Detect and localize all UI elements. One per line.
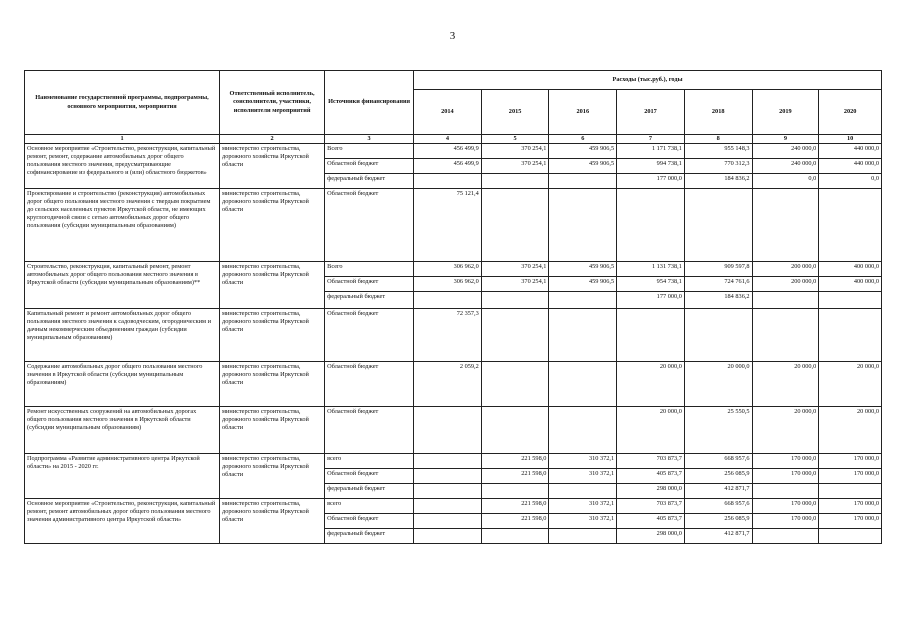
expense-value-cell: 20 000,0 — [752, 362, 819, 407]
expense-value-cell — [617, 189, 685, 262]
expense-value-cell — [819, 292, 882, 309]
program-name-cell: Проектирование и строительство (реконструкция) автомобильных дорог общего пользования местного значения с твердым покрытием до сельских населенных пунктов Иркутской области, не имеющих круглогодичной связи с сетью автомобильных дорог общего пользования (субсидии муниципальным образованиям) — [25, 189, 220, 262]
program-name-cell: Капитальный ремонт и ремонт автомобильных дорог общего пользования местного значения к садоводческим, огородническим и дачным некоммерческим объединениям граждан (субсидии муниципальным образованиям) — [25, 309, 220, 362]
expense-value-cell — [414, 499, 482, 514]
expense-value-cell: 310 372,1 — [549, 514, 617, 529]
funding-source-cell: федеральный бюджет — [325, 529, 414, 544]
table-row — [25, 454, 882, 469]
program-name-cell: Строительство, реконструкция, капитальный ремонт, ремонт автомобильных дорог общего пользования местного значения в Иркутской области (субсидии муниципальным образованиям)** — [25, 262, 220, 309]
expense-value-cell: 412 871,7 — [684, 484, 752, 499]
column-number: 10 — [819, 135, 882, 144]
expense-value-cell — [481, 362, 549, 407]
expense-value-cell — [481, 484, 549, 499]
budget-table — [24, 70, 882, 544]
expense-value-cell — [549, 292, 617, 309]
executor-cell: министерство строительства, дорожного хозяйства Иркутской области — [220, 262, 325, 309]
header-executor: Ответственный исполнитель, соисполнители, участники, исполнители мероприятий — [220, 71, 325, 135]
expense-value-cell: 405 873,7 — [617, 469, 685, 484]
expense-value-cell: 170 000,0 — [819, 454, 882, 469]
expense-value-cell: 170 000,0 — [752, 499, 819, 514]
expense-value-cell: 306 962,0 — [414, 262, 482, 277]
expense-value-cell — [481, 189, 549, 262]
column-number: 4 — [414, 135, 482, 144]
expense-value-cell: 170 000,0 — [819, 469, 882, 484]
header-year: 2019 — [752, 90, 819, 135]
expense-value-cell: 459 906,5 — [549, 277, 617, 292]
funding-source-cell: Всего — [325, 262, 414, 277]
funding-source-cell: Областной бюджет — [325, 514, 414, 529]
expense-value-cell: 20 000,0 — [617, 362, 685, 407]
expense-value-cell — [414, 484, 482, 499]
expense-value-cell: 298 000,0 — [617, 529, 685, 544]
expense-value-cell — [414, 292, 482, 309]
expense-value-cell: 221 598,0 — [481, 499, 549, 514]
column-number: 6 — [549, 135, 617, 144]
table-row — [25, 189, 882, 262]
header-year: 2016 — [549, 90, 617, 135]
funding-source-cell: федеральный бюджет — [325, 292, 414, 309]
expense-value-cell: 25 550,5 — [684, 407, 752, 454]
expense-value-cell — [752, 309, 819, 362]
column-number-row — [25, 135, 882, 144]
column-number: 3 — [325, 135, 414, 144]
expense-value-cell: 310 372,1 — [549, 469, 617, 484]
expense-value-cell: 170 000,0 — [752, 469, 819, 484]
expense-value-cell: 412 871,7 — [684, 529, 752, 544]
expense-value-cell: 440 000,0 — [819, 159, 882, 174]
expense-value-cell: 703 873,7 — [617, 499, 685, 514]
expense-value-cell: 954 738,1 — [617, 277, 685, 292]
executor-cell: министерство строительства, дорожного хозяйства Иркутской области — [220, 454, 325, 499]
expense-value-cell: 177 000,0 — [617, 292, 685, 309]
expense-value-cell: 200 000,0 — [752, 277, 819, 292]
expense-value-cell: 400 000,0 — [819, 262, 882, 277]
expense-value-cell — [549, 362, 617, 407]
expense-value-cell — [752, 189, 819, 262]
expense-value-cell — [414, 514, 482, 529]
expense-value-cell — [549, 189, 617, 262]
program-name-cell: Подпрограмма «Развитие административного центра Иркутской области» на 2015 - 2020 гг. — [25, 454, 220, 499]
expense-value-cell: 459 906,5 — [549, 262, 617, 277]
expense-value-cell: 310 372,1 — [549, 499, 617, 514]
table-body — [25, 135, 882, 544]
expense-value-cell: 75 121,4 — [414, 189, 482, 262]
expense-value-cell: 2 059,2 — [414, 362, 482, 407]
expense-value-cell: 668 957,6 — [684, 499, 752, 514]
expense-value-cell: 310 372,1 — [549, 454, 617, 469]
expense-value-cell: 20 000,0 — [617, 407, 685, 454]
table-row — [25, 362, 882, 407]
executor-cell: министерство строительства, дорожного хозяйства Иркутской области — [220, 144, 325, 189]
expense-value-cell — [481, 292, 549, 309]
funding-source-cell: всего — [325, 499, 414, 514]
expense-value-cell — [481, 309, 549, 362]
funding-source-cell: Областной бюджет — [325, 309, 414, 362]
expense-value-cell: 405 873,7 — [617, 514, 685, 529]
expense-value-cell: 240 000,0 — [752, 144, 819, 159]
expense-value-cell: 370 254,1 — [481, 262, 549, 277]
column-number: 5 — [481, 135, 549, 144]
expense-value-cell: 298 000,0 — [617, 484, 685, 499]
expense-value-cell: 221 598,0 — [481, 514, 549, 529]
column-number: 7 — [617, 135, 685, 144]
expense-value-cell: 72 357,3 — [414, 309, 482, 362]
expense-value-cell — [414, 454, 482, 469]
funding-source-cell: Всего — [325, 144, 414, 159]
expense-value-cell: 0,0 — [819, 174, 882, 189]
expense-value-cell: 306 962,0 — [414, 277, 482, 292]
funding-source-cell: Областной бюджет — [325, 469, 414, 484]
expense-value-cell — [752, 529, 819, 544]
expense-value-cell: 184 836,2 — [684, 292, 752, 309]
column-number: 2 — [220, 135, 325, 144]
executor-cell: министерство строительства, дорожного хозяйства Иркутской области — [220, 407, 325, 454]
expense-value-cell: 370 254,1 — [481, 144, 549, 159]
expense-value-cell: 1 171 738,1 — [617, 144, 685, 159]
expense-value-cell — [752, 292, 819, 309]
expense-value-cell: 184 836,2 — [684, 174, 752, 189]
expense-value-cell: 170 000,0 — [819, 514, 882, 529]
expense-value-cell: 459 906,5 — [549, 144, 617, 159]
expense-value-cell — [481, 529, 549, 544]
expense-value-cell — [414, 174, 482, 189]
expense-value-cell — [819, 529, 882, 544]
expense-value-cell: 994 738,1 — [617, 159, 685, 174]
expense-value-cell: 170 000,0 — [752, 514, 819, 529]
expense-value-cell: 459 906,5 — [549, 159, 617, 174]
expense-value-cell — [617, 309, 685, 362]
expense-value-cell — [684, 189, 752, 262]
program-name-cell: Содержание автомобильных дорог общего пользования местного значения в Иркутской области (субсидии муниципальным образованиям) — [25, 362, 220, 407]
funding-source-cell: федеральный бюджет — [325, 174, 414, 189]
table-row — [25, 309, 882, 362]
program-name-cell: Основное мероприятие «Строительство, реконструкция, капитальный ремонт, ремонт, содержание автомобильных дорог общего пользования местного значения, предусматривающие софинансирование из федерального и (или) областного бюджетов» — [25, 144, 220, 189]
table-row — [25, 144, 882, 159]
funding-source-cell: Областной бюджет — [325, 189, 414, 262]
expense-value-cell — [549, 407, 617, 454]
expense-value-cell — [549, 309, 617, 362]
expense-value-cell: 456 499,9 — [414, 159, 482, 174]
table-row — [25, 262, 882, 277]
expense-value-cell — [549, 174, 617, 189]
expense-value-cell: 909 597,8 — [684, 262, 752, 277]
executor-cell: министерство строительства, дорожного хозяйства Иркутской области — [220, 362, 325, 407]
expense-value-cell: 703 873,7 — [617, 454, 685, 469]
expense-value-cell: 240 000,0 — [752, 159, 819, 174]
header-year: 2015 — [481, 90, 549, 135]
header-source: Источники финансирования — [325, 71, 414, 135]
expense-value-cell: 668 957,6 — [684, 454, 752, 469]
expense-value-cell: 770 312,3 — [684, 159, 752, 174]
header-name: Наименование государственной программы, подпрограммы, основного мероприятия, мероприятия — [25, 71, 220, 135]
expense-value-cell: 200 000,0 — [752, 262, 819, 277]
page-number: 3 — [449, 30, 456, 42]
funding-source-cell: Областной бюджет — [325, 407, 414, 454]
expense-value-cell: 724 761,6 — [684, 277, 752, 292]
column-number: 8 — [684, 135, 752, 144]
expense-value-cell: 400 000,0 — [819, 277, 882, 292]
expense-value-cell: 221 598,0 — [481, 469, 549, 484]
expense-value-cell: 256 085,9 — [684, 514, 752, 529]
header-year: 2020 — [819, 90, 882, 135]
executor-cell: министерство строительства, дорожного хозяйства Иркутской области — [220, 189, 325, 262]
expense-value-cell: 1 131 738,1 — [617, 262, 685, 277]
expense-value-cell: 256 085,9 — [684, 469, 752, 484]
funding-source-cell: Областной бюджет — [325, 362, 414, 407]
expense-value-cell — [549, 529, 617, 544]
header-year: 2014 — [414, 90, 482, 135]
expense-value-cell: 20 000,0 — [819, 407, 882, 454]
expense-value-cell: 170 000,0 — [752, 454, 819, 469]
expense-value-cell: 20 000,0 — [752, 407, 819, 454]
expense-value-cell — [481, 174, 549, 189]
expense-value-cell — [414, 407, 482, 454]
column-number: 9 — [752, 135, 819, 144]
table-row — [25, 407, 882, 454]
program-name-cell: Ремонт искусственных сооружений на автомобильных дорогах общего пользования местного значения в Иркутской области (субсидии муниципальным образованиям) — [25, 407, 220, 454]
expense-value-cell: 456 499,9 — [414, 144, 482, 159]
executor-cell: министерство строительства, дорожного хозяйства Иркутской области — [220, 309, 325, 362]
expense-value-cell — [819, 309, 882, 362]
funding-source-cell: всего — [325, 454, 414, 469]
funding-source-cell: Областной бюджет — [325, 277, 414, 292]
header-year: 2018 — [684, 90, 752, 135]
funding-source-cell: Областной бюджет — [325, 159, 414, 174]
expense-value-cell: 440 000,0 — [819, 144, 882, 159]
expense-value-cell: 170 000,0 — [819, 499, 882, 514]
expense-value-cell — [819, 189, 882, 262]
expense-value-cell: 20 000,0 — [684, 362, 752, 407]
expense-value-cell: 370 254,1 — [481, 277, 549, 292]
funding-source-cell: федеральный бюджет — [325, 484, 414, 499]
expense-value-cell — [684, 309, 752, 362]
column-number: 1 — [25, 135, 220, 144]
expense-value-cell — [819, 484, 882, 499]
expense-value-cell: 0,0 — [752, 174, 819, 189]
header-expenses: Расходы (тыс.руб.), годы — [414, 71, 882, 90]
expense-value-cell — [414, 469, 482, 484]
expense-value-cell: 221 598,0 — [481, 454, 549, 469]
expense-value-cell — [481, 407, 549, 454]
expense-value-cell: 177 000,0 — [617, 174, 685, 189]
expense-value-cell: 370 254,1 — [481, 159, 549, 174]
expense-value-cell — [414, 529, 482, 544]
program-name-cell: Основное мероприятие «Строительство, реконструкция, капитальный ремонт, ремонт автомобильных дорог общего пользования местного значения административного центра Иркутской области» — [25, 499, 220, 544]
expense-value-cell — [752, 484, 819, 499]
expense-value-cell: 955 148,3 — [684, 144, 752, 159]
executor-cell: министерство строительства, дорожного хозяйства Иркутской области — [220, 499, 325, 544]
header-year: 2017 — [617, 90, 685, 135]
table-row — [25, 499, 882, 514]
expense-value-cell: 20 000,0 — [819, 362, 882, 407]
expense-value-cell — [549, 484, 617, 499]
